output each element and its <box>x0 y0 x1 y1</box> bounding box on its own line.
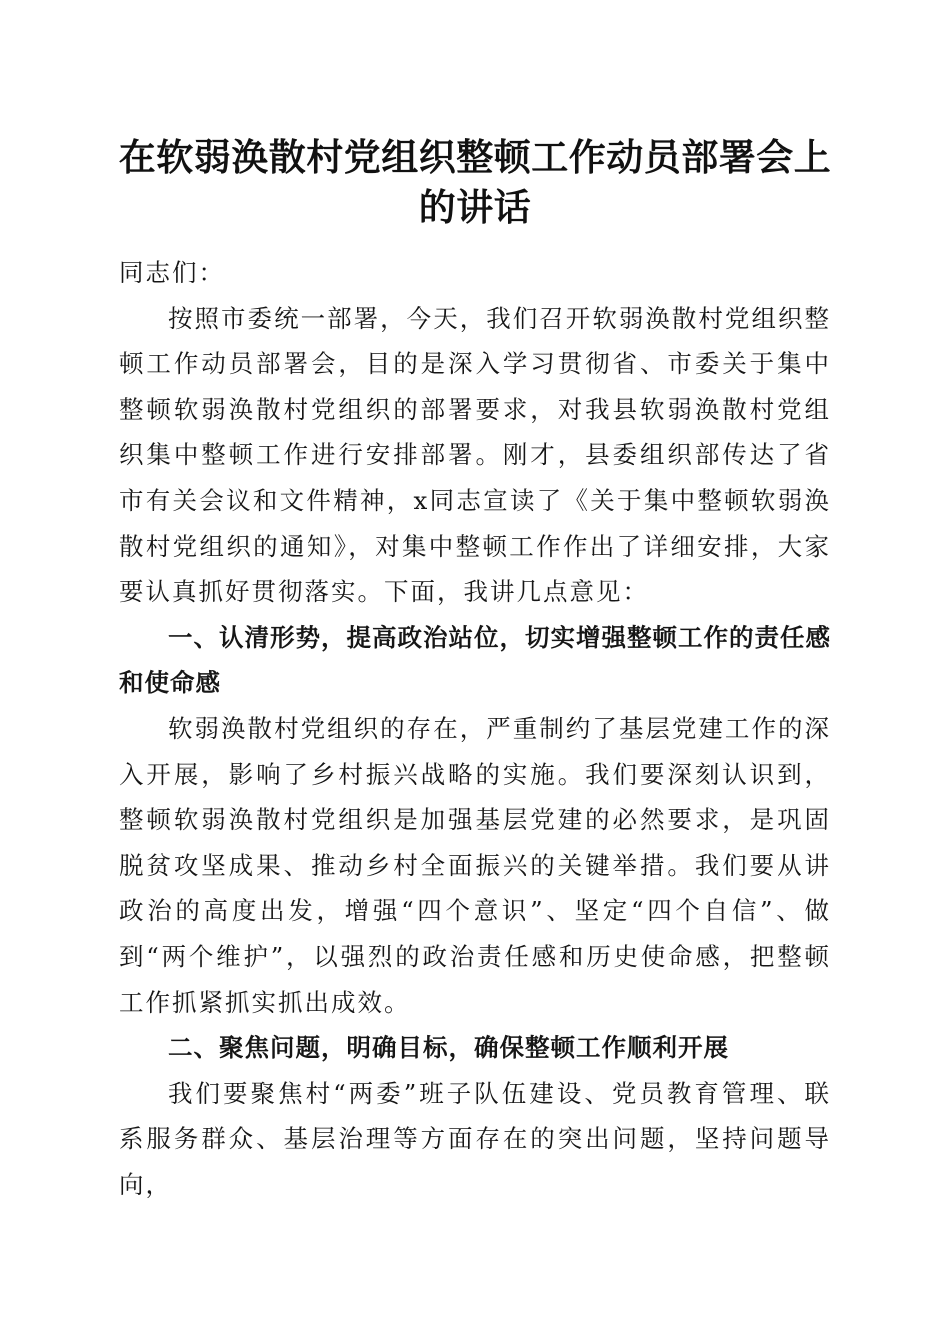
section-heading: 一、认清形势，提高政治站位，切实增强整顿工作的责任感和使命感 <box>119 622 831 698</box>
section-paragraph: 软弱涣散村党组织的存在，严重制约了基层党建工作的深入开展，影响了乡村振兴战略的实施。我们要深刻认识到，整顿软弱涣散村党组织是加强基层党建的必然要求，是巩固脱贫攻坚成果、推动乡村全面振兴的关键举措。我们要从讲政治的高度出发，增强“四个意识”、坚定“四个自信”、做到“两个维护”，以强烈的政治责任感和历史使命感，把整顿工作抓紧抓实抓出成效。 <box>119 713 831 1017</box>
section-paragraph: 我们要聚焦村“两委”班子队伍建设、党员教育管理、联系服务群众、基层治理等方面存在的突出问题，坚持问题导向， <box>119 1078 831 1199</box>
document-title: 在软弱涣散村党组织整顿工作动员部署会上的讲话 <box>118 135 832 229</box>
document-body <box>119 250 831 1207</box>
section-heading: 二、聚焦问题，明确目标，确保整顿工作顺利开展 <box>168 1033 729 1063</box>
intro-paragraph: 按照市委统一部署，今天，我们召开软弱涣散村党组织整顿工作动员部署会，目的是深入学习贯彻省、市委关于集中整顿软弱涣散村党组织的部署要求，对我县软弱涣散村党组织集中整顿工作进行安排部署。刚才，县委组织部传达了省市有关会议和文件精神，x同志宣读了《关于集中整顿软弱涣散村党组织的通知》，对集中整顿工作作出了详细安排，大家要认真抓好贯彻落实。下面，我讲几点意见： <box>119 303 831 607</box>
salutation: 同志们： <box>119 258 225 287</box>
